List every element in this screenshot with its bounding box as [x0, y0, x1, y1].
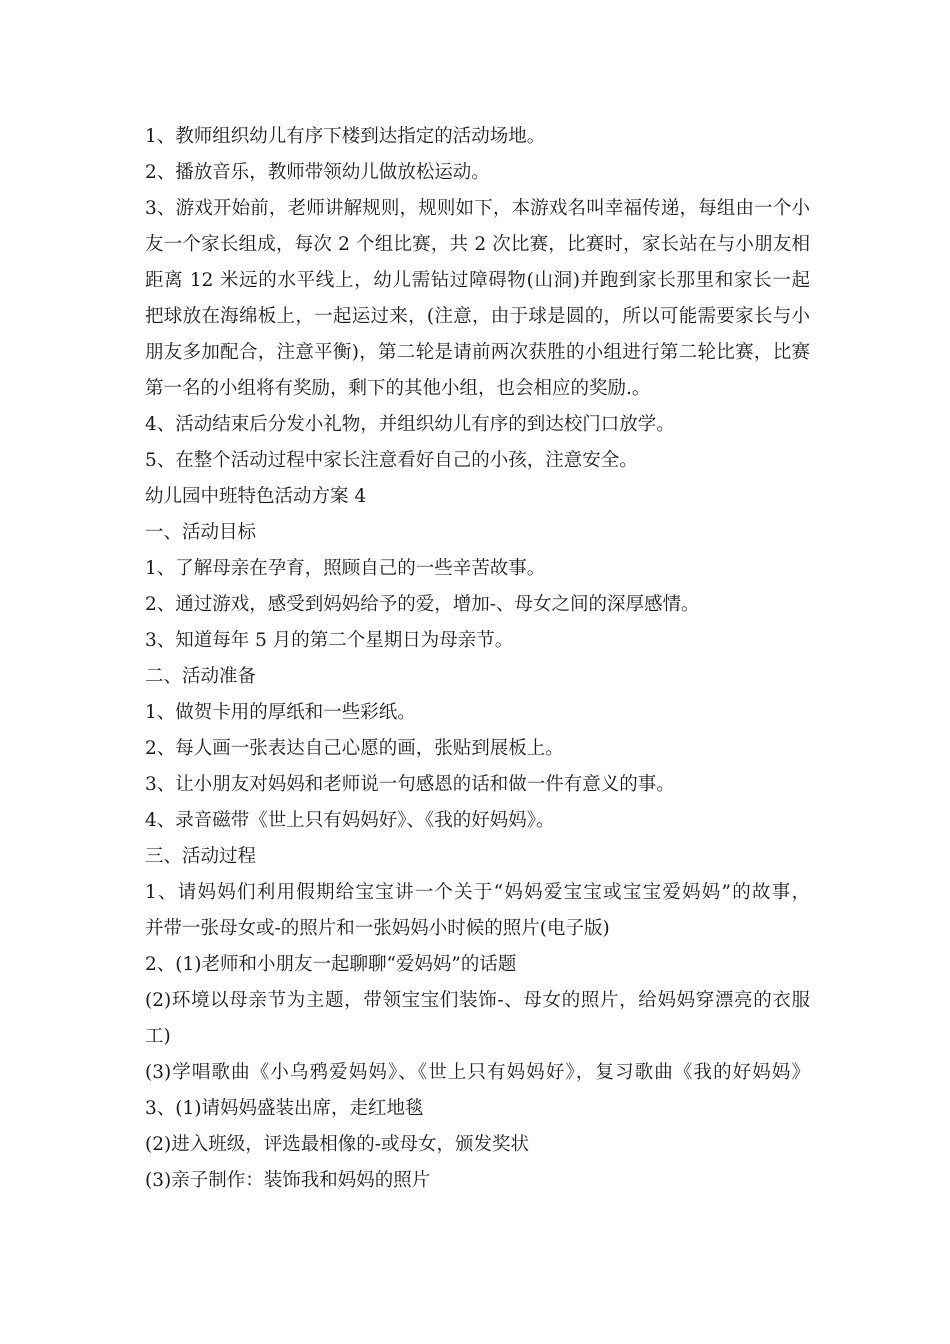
text-line: 友一个家长组成，每次 2 个组比赛，共 2 次比赛，比赛时，家长站在与小朋友相	[145, 234, 810, 255]
text-line: 2、(1)老师和小朋友一起聊聊“爱妈妈”的话题	[145, 954, 517, 975]
text-line: 工)	[145, 1026, 171, 1047]
text-line: 2、通过游戏，感受到妈妈给予的爱，增加-、母女之间的深厚感情。	[145, 594, 700, 615]
text-line: 三、活动过程	[145, 846, 257, 867]
text-line: 3、游戏开始前，老师讲解规则，规则如下，本游戏名叫幸福传递，每组由一个小	[145, 198, 810, 219]
text-line: (2)环境以母亲节为主题，带领宝宝们装饰-、母女的照片，给妈妈穿漂亮的衣服	[145, 990, 810, 1011]
text-line: 4、活动结束后分发小礼物，并组织幼儿有序的到达校门口放学。	[145, 414, 675, 435]
text-line: (2)进入班级，评选最相像的-或母女，颁发奖状	[145, 1134, 529, 1155]
text-line: 第一名的小组将有奖励，剩下的其他小组，也会相应的奖励.。	[145, 378, 651, 399]
text-line: 3、(1)请妈妈盛装出席，走红地毯	[145, 1098, 424, 1119]
text-line: (3)亲子制作：装饰我和妈妈的照片	[145, 1170, 431, 1191]
text-line: 并带一张母女或-的照片和一张妈妈小时候的照片(电子版)	[145, 918, 610, 939]
text-line: 1、了解母亲在孕育，照顾自己的一些辛苦故事。	[145, 558, 546, 579]
text-line: 2、播放音乐，教师带领幼儿做放松运动。	[145, 162, 490, 183]
text-line: 朋友多加配合，注意平衡)，第二轮是请前两次获胜的小组进行第二轮比赛，比赛	[145, 342, 810, 363]
text-line: 4、录音磁带《世上只有妈妈好》、《我的好妈妈》。	[145, 810, 555, 831]
text-line: 5、在整个活动过程中家长注意看好自己的小孩，注意安全。	[145, 450, 638, 471]
text-line: 幼儿园中班特色活动方案 4	[145, 486, 367, 507]
text-line: 3、知道每年 5 月的第二个星期日为母亲节。	[145, 630, 514, 651]
text-line: 距离 12 米远的水平线上，幼儿需钻过障碍物(山洞)并跑到家长那里和家长一起	[145, 270, 810, 291]
text-line: 2、每人画一张表达自己心愿的画，张贴到展板上。	[145, 738, 564, 759]
text-line: 1、教师组织幼儿有序下楼到达指定的活动场地。	[145, 126, 546, 147]
text-line: 把球放在海绵板上，一起运过来，(注意，由于球是圆的，所以可能需要家长与小	[145, 306, 810, 327]
text-line: 3、让小朋友对妈妈和老师说一句感恩的话和做一件有意义的事。	[145, 774, 675, 795]
text-line: 二、活动准备	[145, 666, 257, 687]
text-line: (3)学唱歌曲《小乌鸦爱妈妈》、《世上只有妈妈好》，复习歌曲《我的好妈妈》	[145, 1062, 810, 1083]
text-line: 一、活动目标	[145, 522, 257, 543]
document-body	[145, 119, 810, 1199]
text-line: 1、请妈妈们利用假期给宝宝讲一个关于“妈妈爱宝宝或宝宝爱妈妈”的故事，	[145, 882, 810, 903]
text-line: 1、做贺卡用的厚纸和一些彩纸。	[145, 702, 416, 723]
